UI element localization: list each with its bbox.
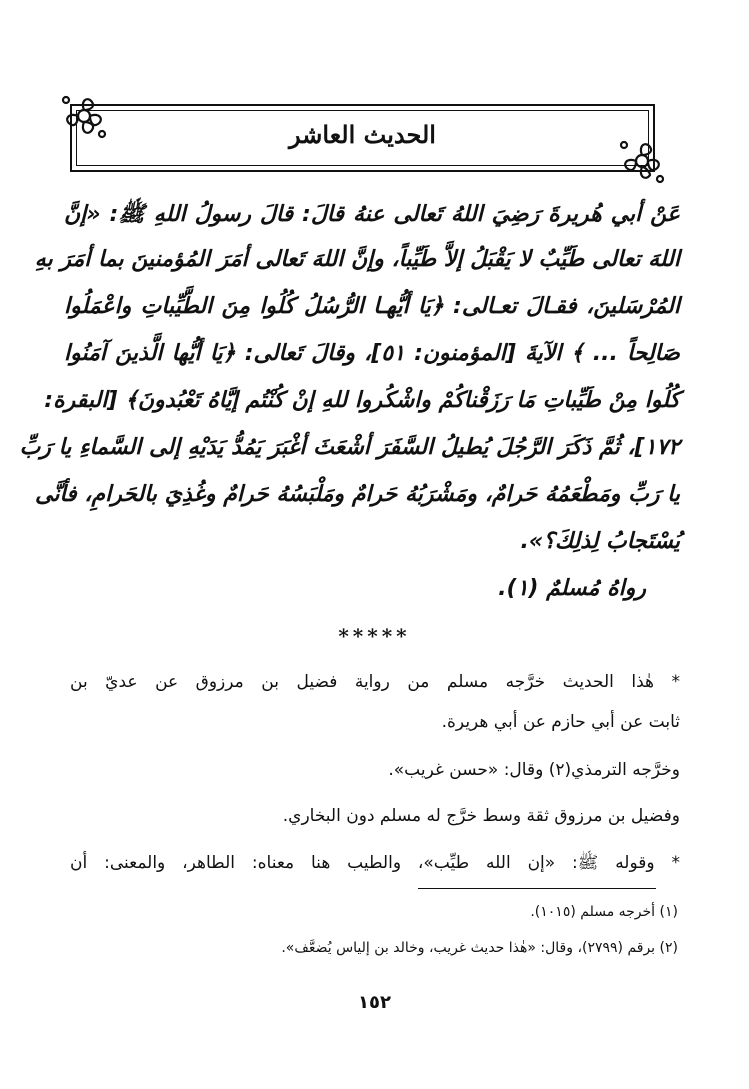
corner-ornament-icon: [58, 90, 110, 142]
commentary-line: ثابت عن أبي حازم عن أبي هريرة.: [441, 712, 680, 732]
chapter-title: الحديث العاشر: [289, 120, 436, 149]
corner-ornament-icon: [616, 135, 668, 187]
commentary-line: * هٰذا الحديث خرَّجه مسلم من رواية فضيل بن مرزوق عن عديّ بن: [70, 672, 680, 692]
hadith-line: عَنْ أبي هُريرةَ رَضِيَ اللهُ تَعالى عنهُ قالَ: قالَ رسولُ اللهِ ﷺ: «إنَّ: [64, 202, 680, 227]
page-number: ١٥٢: [358, 992, 391, 1013]
hadith-line: كُلُوا مِنْ طَيِّباتِ مَا رَزَقْناكُمْ واشْكُروا للهِ إنْ كُنْتُم إيَّاهُ تَعْبُدونَ﴾ [البقرة:: [44, 388, 680, 413]
commentary-line: وفضيل بن مرزوق ثقة وسط خرَّج له مسلم دون البخاري.: [282, 806, 680, 826]
hadith-line: يا رَبِّ ومَطْعَمُهُ حَرامٌ، ومَشْرَبُهُ حَرامٌ ومَلْبَسُهُ حَرامٌ وغُذِيَ بالحَرامِ، فأنَّى: [35, 482, 680, 507]
hadith-line: ١٧٢]، ثُمَّ ذَكَرَ الرَّجُلَ يُطيلُ السَّفَرَ أشْعَثَ أغْبَرَ يَمُدُّ يَدَيْهِ إلى السَّماءِ يا رَبِّ: [19, 435, 680, 460]
hadith-line: المُرْسَلينَ، فقـالَ تعـالى: ﴿يَا أيُّهـا الرُّسُلُ كُلُوا مِنَ الطَّيِّباتِ واعْمَلُوا: [64, 294, 680, 319]
commentary-line: وخرَّجه الترمذي(٢) وقال: «حسن غريب».: [388, 760, 680, 780]
hadith-source: رواهُ مُسلمٌ (١).: [498, 576, 646, 601]
section-separator: *****: [338, 624, 411, 648]
footnote-divider: [418, 888, 656, 889]
chapter-title-frame: [70, 104, 655, 172]
hadith-line: اللهَ تعالى طَيِّبٌ لا يَقْبَلُ إلاَّ طَيِّباً، وإنَّ اللهَ تَعالى أمَرَ المُؤمنينَ بما أمَرَ بهِ: [34, 247, 680, 272]
hadith-line: يُسْتَجابُ لِذلِكَ؟».: [520, 529, 680, 554]
commentary-line: * وقوله ﷺ: «إن الله طيِّب»، والطيب هنا معناه: الطاهر، والمعنى: أن: [70, 853, 680, 873]
footnote: (٢) برقم (٢٧٩٩)، وقال: «هٰذا حديث غريب، وخالد بن إلياس يُضعَّف».: [281, 940, 678, 956]
footnote: (١) أخرجه مسلم (١٠١٥).: [530, 904, 678, 920]
hadith-line: صَالِحاً ... ﴾ الآيةَ [المؤمنون: ٥١]، وقالَ تَعالى: ﴿يَا أيُّها الَّذينَ آمَنُوا: [64, 341, 680, 366]
